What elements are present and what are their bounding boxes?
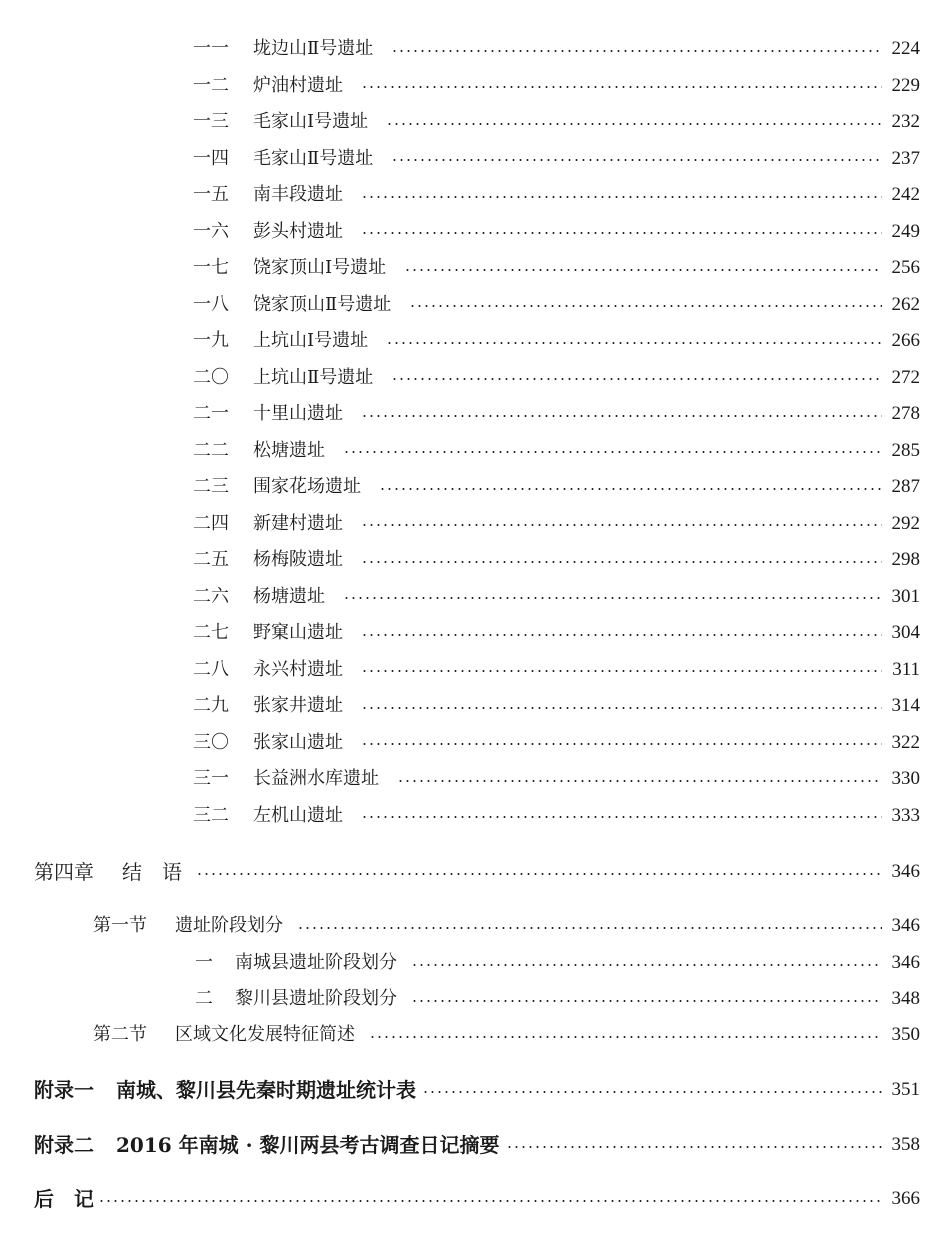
toc-entry-sub1[interactable]	[195, 948, 920, 978]
page-number: 322	[891, 731, 920, 753]
entry-title: 野窠山遗址	[253, 622, 343, 643]
toc-entry-chapter4[interactable]	[34, 857, 920, 887]
entry-number: 二二	[193, 439, 229, 461]
page-number: 292	[891, 512, 920, 534]
entry-number: 二九	[193, 695, 229, 716]
dot-leader	[343, 451, 882, 453]
entry-title: 杨塘遗址	[253, 585, 325, 607]
section-number: 第二节	[93, 1024, 147, 1045]
page-number: 330	[891, 768, 920, 789]
page-number: 298	[891, 549, 920, 570]
toc-entry-site[interactable]	[193, 655, 920, 685]
dot-leader	[391, 378, 882, 380]
toc-entry-appendix2[interactable]	[34, 1130, 920, 1160]
toc-entry-section2[interactable]	[93, 1020, 920, 1050]
toc-entry-site[interactable]	[193, 618, 920, 648]
entry-number: 一四	[193, 147, 229, 169]
page-number: 262	[891, 293, 920, 315]
entry-title: 长益洲水库遗址	[253, 768, 379, 789]
entry-number: 二五	[193, 549, 229, 570]
toc-entry-site[interactable]	[193, 363, 920, 393]
dot-leader	[361, 86, 882, 88]
entry-number: 三二	[193, 804, 229, 826]
entry-title: 松塘遗址	[253, 439, 325, 461]
chapter-number: 第四章	[34, 860, 94, 884]
dot-leader	[409, 305, 882, 307]
dot-leader	[379, 488, 882, 490]
dot-leader	[361, 232, 882, 234]
entry-title: 饶家顶山Ⅱ号遗址	[253, 293, 392, 315]
page-number: 333	[891, 804, 920, 826]
entry-title: 垅边山Ⅱ号遗址	[253, 38, 374, 59]
dot-leader	[386, 123, 882, 125]
dot-leader	[411, 1000, 882, 1002]
toc-entry-site[interactable]	[193, 801, 920, 831]
entry-title: 张家山遗址	[253, 731, 343, 753]
postscript-title: 后 记	[34, 1187, 94, 1211]
entry-number: 二〇	[193, 366, 229, 388]
toc-entry-postscript[interactable]	[34, 1184, 920, 1214]
entry-title: 彭头村遗址	[253, 220, 343, 242]
page-number: 301	[891, 585, 920, 607]
toc-entry-site[interactable]	[193, 34, 920, 64]
entry-number: 一八	[193, 293, 229, 315]
dot-leader	[386, 342, 882, 344]
section-number: 第一节	[93, 915, 147, 936]
page-number: 249	[891, 220, 920, 242]
dot-leader	[404, 269, 882, 271]
toc-entry-site[interactable]	[193, 107, 920, 137]
entry-number: 一七	[193, 257, 229, 278]
page-number: 351	[891, 1079, 920, 1100]
chapter-title: 结 语	[122, 860, 182, 884]
entry-number: 一三	[193, 111, 229, 132]
page-number: 229	[891, 74, 920, 96]
dot-leader	[361, 816, 882, 818]
toc-entry-site[interactable]	[193, 399, 920, 429]
dot-leader	[391, 50, 882, 52]
page-number: 358	[891, 1134, 920, 1155]
page-number: 287	[891, 476, 920, 497]
toc-entry-site[interactable]	[193, 691, 920, 721]
dot-leader	[361, 196, 882, 198]
toc-entry-site[interactable]	[193, 582, 920, 612]
entry-number: 二四	[193, 512, 229, 534]
section-title: 区域文化发展特征简述	[175, 1024, 355, 1045]
page-number: 285	[891, 439, 920, 461]
toc-entry-section1[interactable]	[93, 911, 920, 941]
entry-number: 一一	[193, 38, 229, 59]
entry-number: 一五	[193, 184, 229, 205]
subsection-title: 南城县遗址阶段划分	[235, 952, 397, 973]
toc-entry-site[interactable]	[193, 472, 920, 502]
subsection-number: 二	[195, 988, 213, 1009]
entry-title: 新建村遗址	[253, 512, 343, 534]
dot-leader	[361, 707, 882, 709]
page-number: 232	[891, 111, 920, 132]
page-number: 304	[891, 622, 920, 643]
toc-entry-site[interactable]	[193, 180, 920, 210]
dot-leader	[361, 670, 882, 672]
dot-leader	[369, 1036, 882, 1038]
toc-entry-site[interactable]	[193, 326, 920, 356]
dot-leader	[297, 927, 882, 929]
page-number: 346	[891, 915, 920, 936]
page-number: 348	[891, 988, 920, 1009]
page-number: 314	[891, 695, 920, 716]
subsection-title: 黎川县遗址阶段划分	[235, 988, 397, 1009]
page-number: 346	[891, 952, 920, 973]
dot-leader	[361, 561, 882, 563]
appendix-title: 南城、黎川县先秦时期遗址统计表	[116, 1078, 416, 1102]
entry-title: 十里山遗址	[253, 403, 343, 424]
entry-number: 二三	[193, 476, 229, 497]
entry-title: 围家花场遗址	[253, 476, 361, 497]
dot-leader	[397, 780, 882, 782]
page-number: 278	[891, 403, 920, 424]
toc-entry-site[interactable]	[193, 144, 920, 174]
toc-entry-site[interactable]	[193, 545, 920, 575]
page-number: 346	[891, 861, 920, 882]
toc-entry-site[interactable]	[193, 253, 920, 283]
subsection-number: 一	[195, 952, 213, 973]
dot-leader	[506, 1146, 882, 1148]
toc-entry-sub2[interactable]	[195, 984, 920, 1014]
dot-leader	[98, 1200, 882, 1202]
entry-title: 上坑山Ⅱ号遗址	[253, 366, 374, 388]
entry-number: 二八	[193, 658, 229, 680]
dot-leader	[361, 415, 882, 417]
toc-entry-appendix1[interactable]	[34, 1075, 920, 1105]
entry-number: 一二	[193, 74, 229, 96]
entry-title: 永兴村遗址	[253, 658, 343, 680]
entry-title: 南丰段遗址	[253, 184, 343, 205]
toc-entry-site[interactable]	[193, 217, 920, 247]
toc-entry-site[interactable]	[193, 728, 920, 758]
page-number: 311	[892, 658, 920, 680]
dot-leader	[361, 524, 882, 526]
page-number: 366	[891, 1188, 920, 1209]
dot-leader	[361, 634, 882, 636]
toc-entry-site[interactable]	[193, 71, 920, 101]
toc-entry-site[interactable]	[193, 290, 920, 320]
entry-title: 左机山遗址	[253, 804, 343, 826]
page-number: 242	[891, 184, 920, 205]
page-number: 272	[891, 366, 920, 388]
dot-leader	[196, 873, 882, 875]
entry-title: 上坑山Ⅰ号遗址	[253, 330, 369, 351]
entry-number: 三〇	[193, 731, 229, 753]
entry-title: 饶家顶山Ⅰ号遗址	[253, 257, 387, 278]
appendix-title: 2016 年南城 · 黎川两县考古调查日记摘要	[116, 1133, 500, 1157]
dot-leader	[361, 743, 882, 745]
entry-title: 杨梅陂遗址	[253, 549, 343, 570]
entry-title: 毛家山Ⅰ号遗址	[253, 111, 369, 132]
entry-title: 毛家山Ⅱ号遗址	[253, 147, 374, 169]
entry-title: 炉油村遗址	[253, 74, 343, 96]
appendix-number: 附录一	[34, 1078, 94, 1102]
entry-title: 张家井遗址	[253, 695, 343, 716]
entry-number: 一六	[193, 220, 229, 242]
entry-number: 一九	[193, 330, 229, 351]
dot-leader	[422, 1091, 882, 1093]
page-number: 237	[891, 147, 920, 169]
toc-entry-site[interactable]	[193, 436, 920, 466]
entry-number: 二六	[193, 585, 229, 607]
toc-entry-site[interactable]	[193, 764, 920, 794]
entry-number: 三一	[193, 768, 229, 789]
entry-number: 二一	[193, 403, 229, 424]
toc-entry-site[interactable]	[193, 509, 920, 539]
page-number: 256	[891, 257, 920, 278]
appendix-number: 附录二	[34, 1133, 94, 1157]
section-title: 遗址阶段划分	[175, 915, 283, 936]
dot-leader	[411, 964, 882, 966]
page-number: 350	[891, 1024, 920, 1045]
entry-number: 二七	[193, 622, 229, 643]
page-number: 224	[891, 38, 920, 59]
dot-leader	[343, 597, 882, 599]
dot-leader	[391, 159, 882, 161]
page-number: 266	[891, 330, 920, 351]
